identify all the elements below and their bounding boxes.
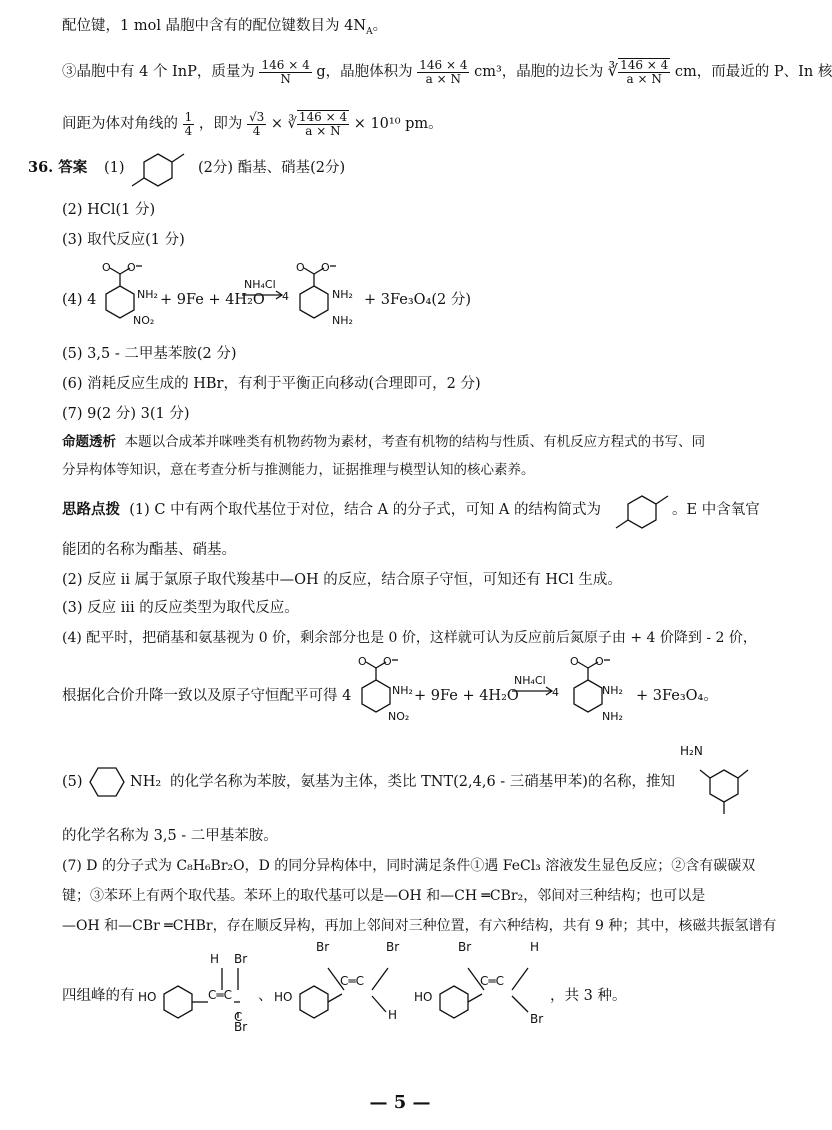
hint-line-4-end: + 3Fe₃O₄。 — [636, 688, 718, 704]
hint-line-5c: 的化学名称为 3,5 - 二甲基苯胺。 — [62, 828, 278, 844]
answer-p4-end: + 3Fe₃O₄(2 分) — [364, 292, 471, 308]
separator-1: 、 — [258, 988, 273, 1004]
answer-p2: (2) HCl(1 分) — [62, 202, 156, 218]
hint-line-7d: 四组峰的有 — [62, 988, 135, 1004]
no2-label-2: NO₂ — [388, 710, 410, 723]
nh2-label-4: NH₂ — [392, 684, 413, 697]
hint-nh2-aniline: NH₂ — [130, 774, 162, 790]
reaction-arrow-hint-icon — [510, 686, 556, 696]
ho-label-1: HO — [138, 990, 157, 1004]
benzene-ring-icon — [88, 764, 128, 800]
hint-line-5a: (5) — [62, 774, 83, 790]
svg-text:O: O — [383, 655, 392, 668]
reaction-arrow-icon — [240, 290, 286, 300]
top-line-1: 配位键，1 mol 晶胞中含有的配位键数目为 $4N_A$。 — [62, 18, 388, 37]
ceqc-label-1: C═C — [208, 988, 232, 1002]
hint-line-4a: (4) 配平时，把硝基和氨基视为 0 价，剩余部分也是 0 价，这样就可认为反应前后氮原子由 + 4 价降到 - 2 价， — [62, 630, 757, 646]
nh2-label-2: NH₂ — [332, 288, 353, 301]
svg-text:O: O — [570, 655, 579, 668]
hint-line-4-mid: + 9Fe + 4H₂O — [414, 688, 519, 704]
answer-p1-text: (2分) 酯基、硝基(2分) — [198, 160, 346, 176]
hint-line-1c: 能团的名称为酯基、硝基。 — [62, 542, 236, 558]
ceqc-label-2: C═C — [340, 974, 364, 988]
quarter-fraction: $\frac{1}{4}$ — [184, 109, 193, 138]
answer-p7: (7) 9(2 分) 3(1 分) — [62, 406, 190, 422]
distance-root: $\frac{146 \times 4}{a \times N}$ — [298, 110, 348, 138]
br-label-5: Br — [458, 940, 472, 954]
answer-p3: (3) 取代反应(1 分) — [62, 232, 185, 248]
hint-line-1b: 。E 中含氧官 — [672, 502, 760, 518]
ho-label-3: HO — [414, 990, 433, 1004]
toluene-structure-icon — [138, 146, 198, 192]
hint-line-1: 思路点拨 (1) C 中有两个取代基位于对位，结合 A 的分子式，可知 A 的结构简式为 — [62, 501, 601, 518]
volume-fraction: $\frac{146 \times 4}{a \times N}$ — [419, 57, 468, 86]
nh2-label-3: NH₂ — [332, 314, 353, 327]
sqrt3-fraction: $\frac{√3}{4}$ — [248, 109, 265, 138]
nh4cl-cond-2: NH₄Cl — [514, 674, 546, 687]
h2n-label: H₂N — [680, 744, 703, 758]
hint-line-5b: 的化学名称为苯胺，氨基为主体，类比 TNT(2,4,6 - 三硝基甲苯)的名称，推知 — [170, 774, 675, 790]
page-number: — 5 — — [369, 1092, 431, 1113]
top-line-2: ③晶胞中有 4 个 InP，质量为 $\frac{146 \times 4}{N}$ g，晶胞体积为 $\frac{146 \times 4}{a \times N}$ cm³，晶胞的边长为 ∛ $\frac{146 \times 4}{a \times N}$ cm，而最近的 P、In 核 — [62, 57, 832, 86]
top-line-3: 间距为体对角线的 $\frac{1}{4}$ ，即为 $\frac{√3}{4}$ × ∛ $\frac{146 \times 4}{a \times N}$ × 10¹⁰ pm。 — [62, 109, 443, 138]
h-label-2: H — [388, 1008, 398, 1022]
hint-line-2: (2) 反应 ⅱ 属于氯原子取代羧基中—OH 的反应，结合原子守恒，可知还有 HCl 生成。 — [62, 572, 622, 588]
edge-root: $\frac{146 \times 4}{a \times N}$ — [620, 58, 669, 86]
c-label-1: C — [234, 1010, 243, 1024]
dimethylaniline-structure-icon — [690, 756, 770, 826]
hint-line-7e: ，共 3 种。 — [550, 988, 627, 1004]
isomer-3-structure-icon — [434, 950, 554, 1040]
svg-text:O: O — [127, 261, 136, 274]
hint-line-7b: 键；③苯环上有两个取代基。苯环上的取代基可以是—OH 和—CH ═CBr₂，邻间对三种结构；也可以是 — [62, 888, 706, 904]
svg-text:O: O — [358, 655, 367, 668]
br-label-4: Br — [386, 940, 400, 954]
br-label-2: Br — [234, 1020, 248, 1034]
ho-label-2: HO — [274, 990, 293, 1004]
mass-fraction: $\frac{146 \times 4}{N}$ — [261, 57, 310, 86]
br-label-1: Br — [234, 952, 248, 966]
h-label-3: H — [530, 940, 540, 954]
analysis-line-2: 分异构体等知识，意在考查分析与推测能力，证据推理与模型认知的核心素养。 — [62, 462, 535, 478]
br-label-3: Br — [316, 940, 330, 954]
hint-line-4b: 根据化合价升降一致以及原子守恒配平可得 4 — [62, 688, 352, 704]
svg-text:O: O — [102, 261, 111, 274]
svg-text:O: O — [321, 261, 330, 274]
hint-line-7a: (7) D 的分子式为 C₈H₆Br₂O，D 的同分异构体中，同时满足条件①遇 FeCl₃ 溶液发生显色反应；②含有碳碳双 — [62, 858, 756, 874]
nh4cl-cond-1: NH₄Cl — [244, 278, 276, 291]
hint-line-3: (3) 反应 ⅲ 的反应类型为取代反应。 — [62, 600, 299, 616]
answer-p4-mid: + 9Fe + 4H₂O — [160, 292, 265, 308]
nh2-label-5: NH₂ — [602, 684, 623, 697]
svg-text:O: O — [595, 655, 604, 668]
nh2-label-1: NH₂ — [137, 288, 158, 301]
nh2-label-6: NH₂ — [602, 710, 623, 723]
h-label-1: H — [210, 952, 220, 966]
br-label-6: Br — [530, 1012, 544, 1026]
answer-p4-prefix: (4) 4 — [62, 292, 97, 308]
answer-36-label: 36. 答案 — [28, 159, 88, 176]
analysis-line-1: 命题透析 本题以合成苯并咪唑类有机物药物为素材，考查有机物的结构与性质、有机反应方程式的书写、同 — [62, 434, 706, 450]
answer-p5: (5) 3,5 - 二甲基苯胺(2 分) — [62, 346, 237, 362]
isomer-2-structure-icon — [294, 950, 414, 1040]
hint-line-7c: —OH 和—CBr ═CHBr，存在顺反异构，再加上邻间对三种位置，有六种结构，共有 9 种；其中，核磁共振氢谱有 — [62, 918, 777, 934]
no2-label-1: NO₂ — [133, 314, 155, 327]
ceqc-label-3: C═C — [480, 974, 504, 988]
arrow-coef-2: 4 — [552, 686, 559, 699]
svg-text:O: O — [296, 261, 305, 274]
answer-p6: (6) 消耗反应生成的 HBr，有利于平衡正向移动(合理即可，2 分) — [62, 376, 481, 392]
answer-p1-num: (1) — [104, 160, 125, 176]
arrow-coef-1: 4 — [282, 290, 289, 303]
